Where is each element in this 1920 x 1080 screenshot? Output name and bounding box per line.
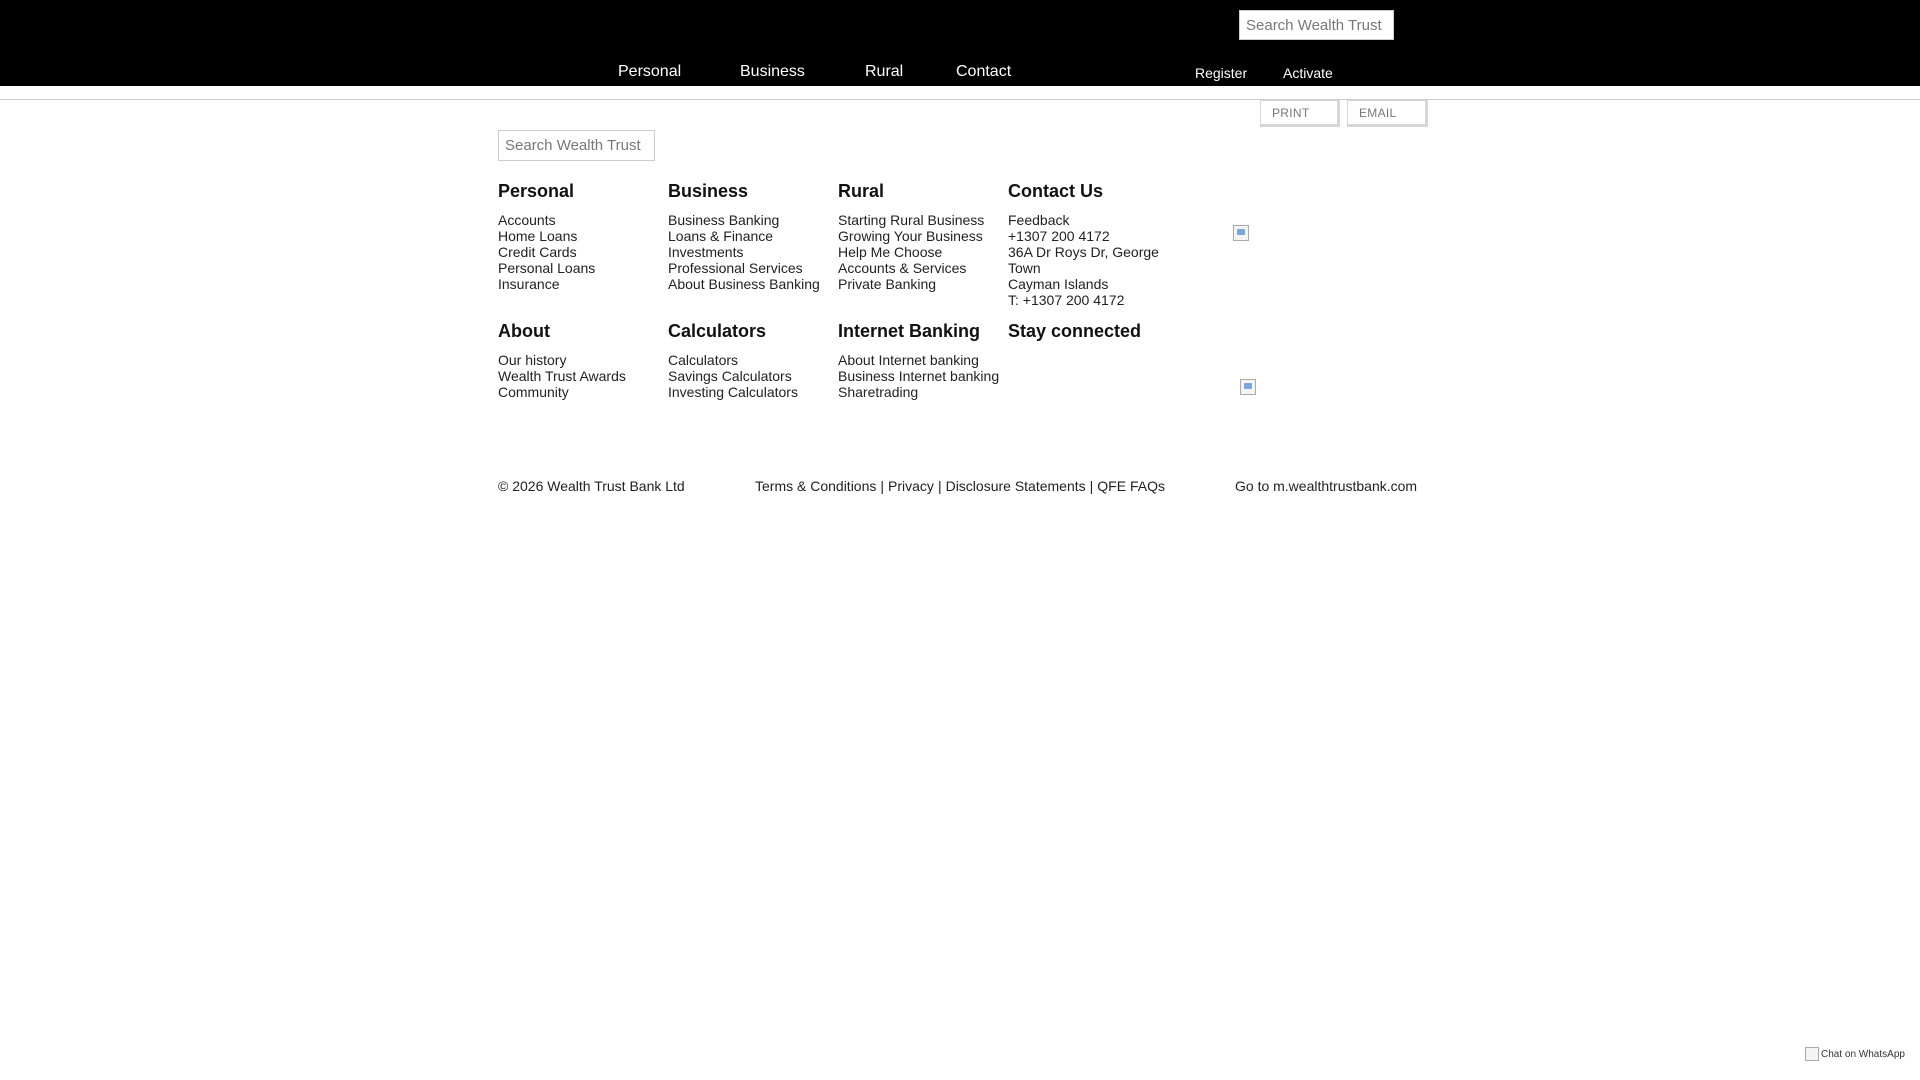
- footer-col-personal: [498, 180, 666, 292]
- footer-col-about: [498, 320, 666, 400]
- footer-address-line: 36A Dr Roys Dr, George Town: [1008, 244, 1159, 276]
- footer-link-savings-calculators[interactable]: Savings Calculators: [668, 368, 792, 384]
- qfe-faqs-link[interactable]: QFE FAQs: [1097, 478, 1165, 494]
- footer-col-internet-banking: [838, 320, 1006, 400]
- footer-link-accounts-services[interactable]: Accounts & Services: [838, 260, 967, 276]
- site-header: [0, 0, 1920, 86]
- footer-search-input[interactable]: [498, 130, 655, 161]
- footer-link-starting-rural-business[interactable]: Starting Rural Business: [838, 212, 985, 228]
- footer-col-calculators: [668, 320, 836, 400]
- footer-link-home-loans[interactable]: Home Loans: [498, 228, 578, 244]
- footer-link-investing-calculators[interactable]: Investing Calculators: [668, 384, 798, 400]
- footer-address-country: Cayman Islands: [1008, 276, 1109, 292]
- footer-col-heading: Business: [668, 181, 749, 201]
- footer-link-help-me-choose[interactable]: Help Me Choose: [838, 244, 943, 260]
- footer-col-heading: About: [498, 321, 550, 341]
- footer-col-heading: Rural: [838, 181, 885, 201]
- footer-link-accounts[interactable]: Accounts: [498, 212, 556, 228]
- footer-link-feedback[interactable]: Feedback: [1008, 212, 1070, 228]
- nav-contact[interactable]: Contact: [956, 63, 1012, 80]
- copyright: © 2026 Wealth Trust Bank Ltd: [498, 478, 685, 494]
- whatsapp-chat-button[interactable]: [1805, 1047, 1905, 1061]
- footer-link-growing-your-business[interactable]: Growing Your Business: [838, 228, 983, 244]
- footer-link-investments[interactable]: Investments: [668, 244, 744, 260]
- whatsapp-label: Chat on WhatsApp: [1821, 1048, 1905, 1060]
- header-divider: [0, 99, 1920, 100]
- footer-link-private-banking[interactable]: Private Banking: [838, 276, 937, 292]
- footer-phone-link[interactable]: +1307 200 4172: [1008, 228, 1110, 244]
- footer-col-rural: [838, 180, 1006, 292]
- broken-image-icon: [1233, 225, 1249, 241]
- terms-link[interactable]: Terms & Conditions: [755, 478, 877, 494]
- footer-col-heading: Stay connected: [1008, 321, 1142, 341]
- footer-link-personal-loans[interactable]: Personal Loans: [498, 260, 596, 276]
- legal-separator: |: [880, 478, 885, 494]
- nav-rural[interactable]: Rural: [865, 63, 904, 80]
- footer-col-contact: [1008, 180, 1168, 308]
- footer-link-about-internet-banking[interactable]: About Internet banking: [838, 352, 979, 368]
- footer-col-heading: Personal: [498, 181, 575, 201]
- footer-col-heading: Contact Us: [1008, 181, 1104, 201]
- email-button[interactable]: EMAIL: [1347, 100, 1428, 127]
- legal-separator: |: [937, 478, 942, 494]
- legal-links: [755, 478, 1165, 494]
- footer-link-business-internet-banking[interactable]: Business Internet banking: [838, 368, 1000, 384]
- footer-col-business: [668, 180, 836, 292]
- footer-link-loans-finance[interactable]: Loans & Finance: [668, 228, 774, 244]
- footer-telephone: T: +1307 200 4172: [1008, 292, 1125, 308]
- print-button[interactable]: PRINT: [1260, 100, 1340, 127]
- activate-link[interactable]: Activate: [1283, 65, 1333, 81]
- footer-link-about-business-banking[interactable]: About Business Banking: [668, 276, 820, 292]
- footer-col-heading: Calculators: [668, 321, 767, 341]
- header-search-input[interactable]: [1239, 10, 1394, 40]
- disclosure-link[interactable]: Disclosure Statements: [945, 478, 1086, 494]
- nav-personal[interactable]: Personal: [618, 63, 682, 80]
- footer-link-awards[interactable]: Wealth Trust Awards: [498, 368, 626, 384]
- footer-col-heading: Internet Banking: [838, 321, 981, 341]
- footer-col-stay-connected: [1008, 320, 1176, 352]
- footer-link-insurance[interactable]: Insurance: [498, 276, 560, 292]
- footer-link-community[interactable]: Community: [498, 384, 569, 400]
- register-link[interactable]: Register: [1195, 65, 1248, 81]
- footer-link-sharetrading[interactable]: Sharetrading: [838, 384, 919, 400]
- footer-link-professional-services[interactable]: Professional Services: [668, 260, 803, 276]
- legal-separator: |: [1089, 478, 1094, 494]
- footer-link-credit-cards[interactable]: Credit Cards: [498, 244, 577, 260]
- privacy-link[interactable]: Privacy: [888, 478, 934, 494]
- nav-business[interactable]: Business: [740, 63, 805, 80]
- footer-link-business-banking[interactable]: Business Banking: [668, 212, 780, 228]
- footer-link-our-history[interactable]: Our history: [498, 352, 567, 368]
- whatsapp-icon: [1805, 1047, 1819, 1061]
- broken-image-icon: [1240, 379, 1256, 395]
- footer-link-calculators[interactable]: Calculators: [668, 352, 739, 368]
- mobile-site-link[interactable]: Go to m.wealthtrustbank.com: [1235, 478, 1418, 494]
